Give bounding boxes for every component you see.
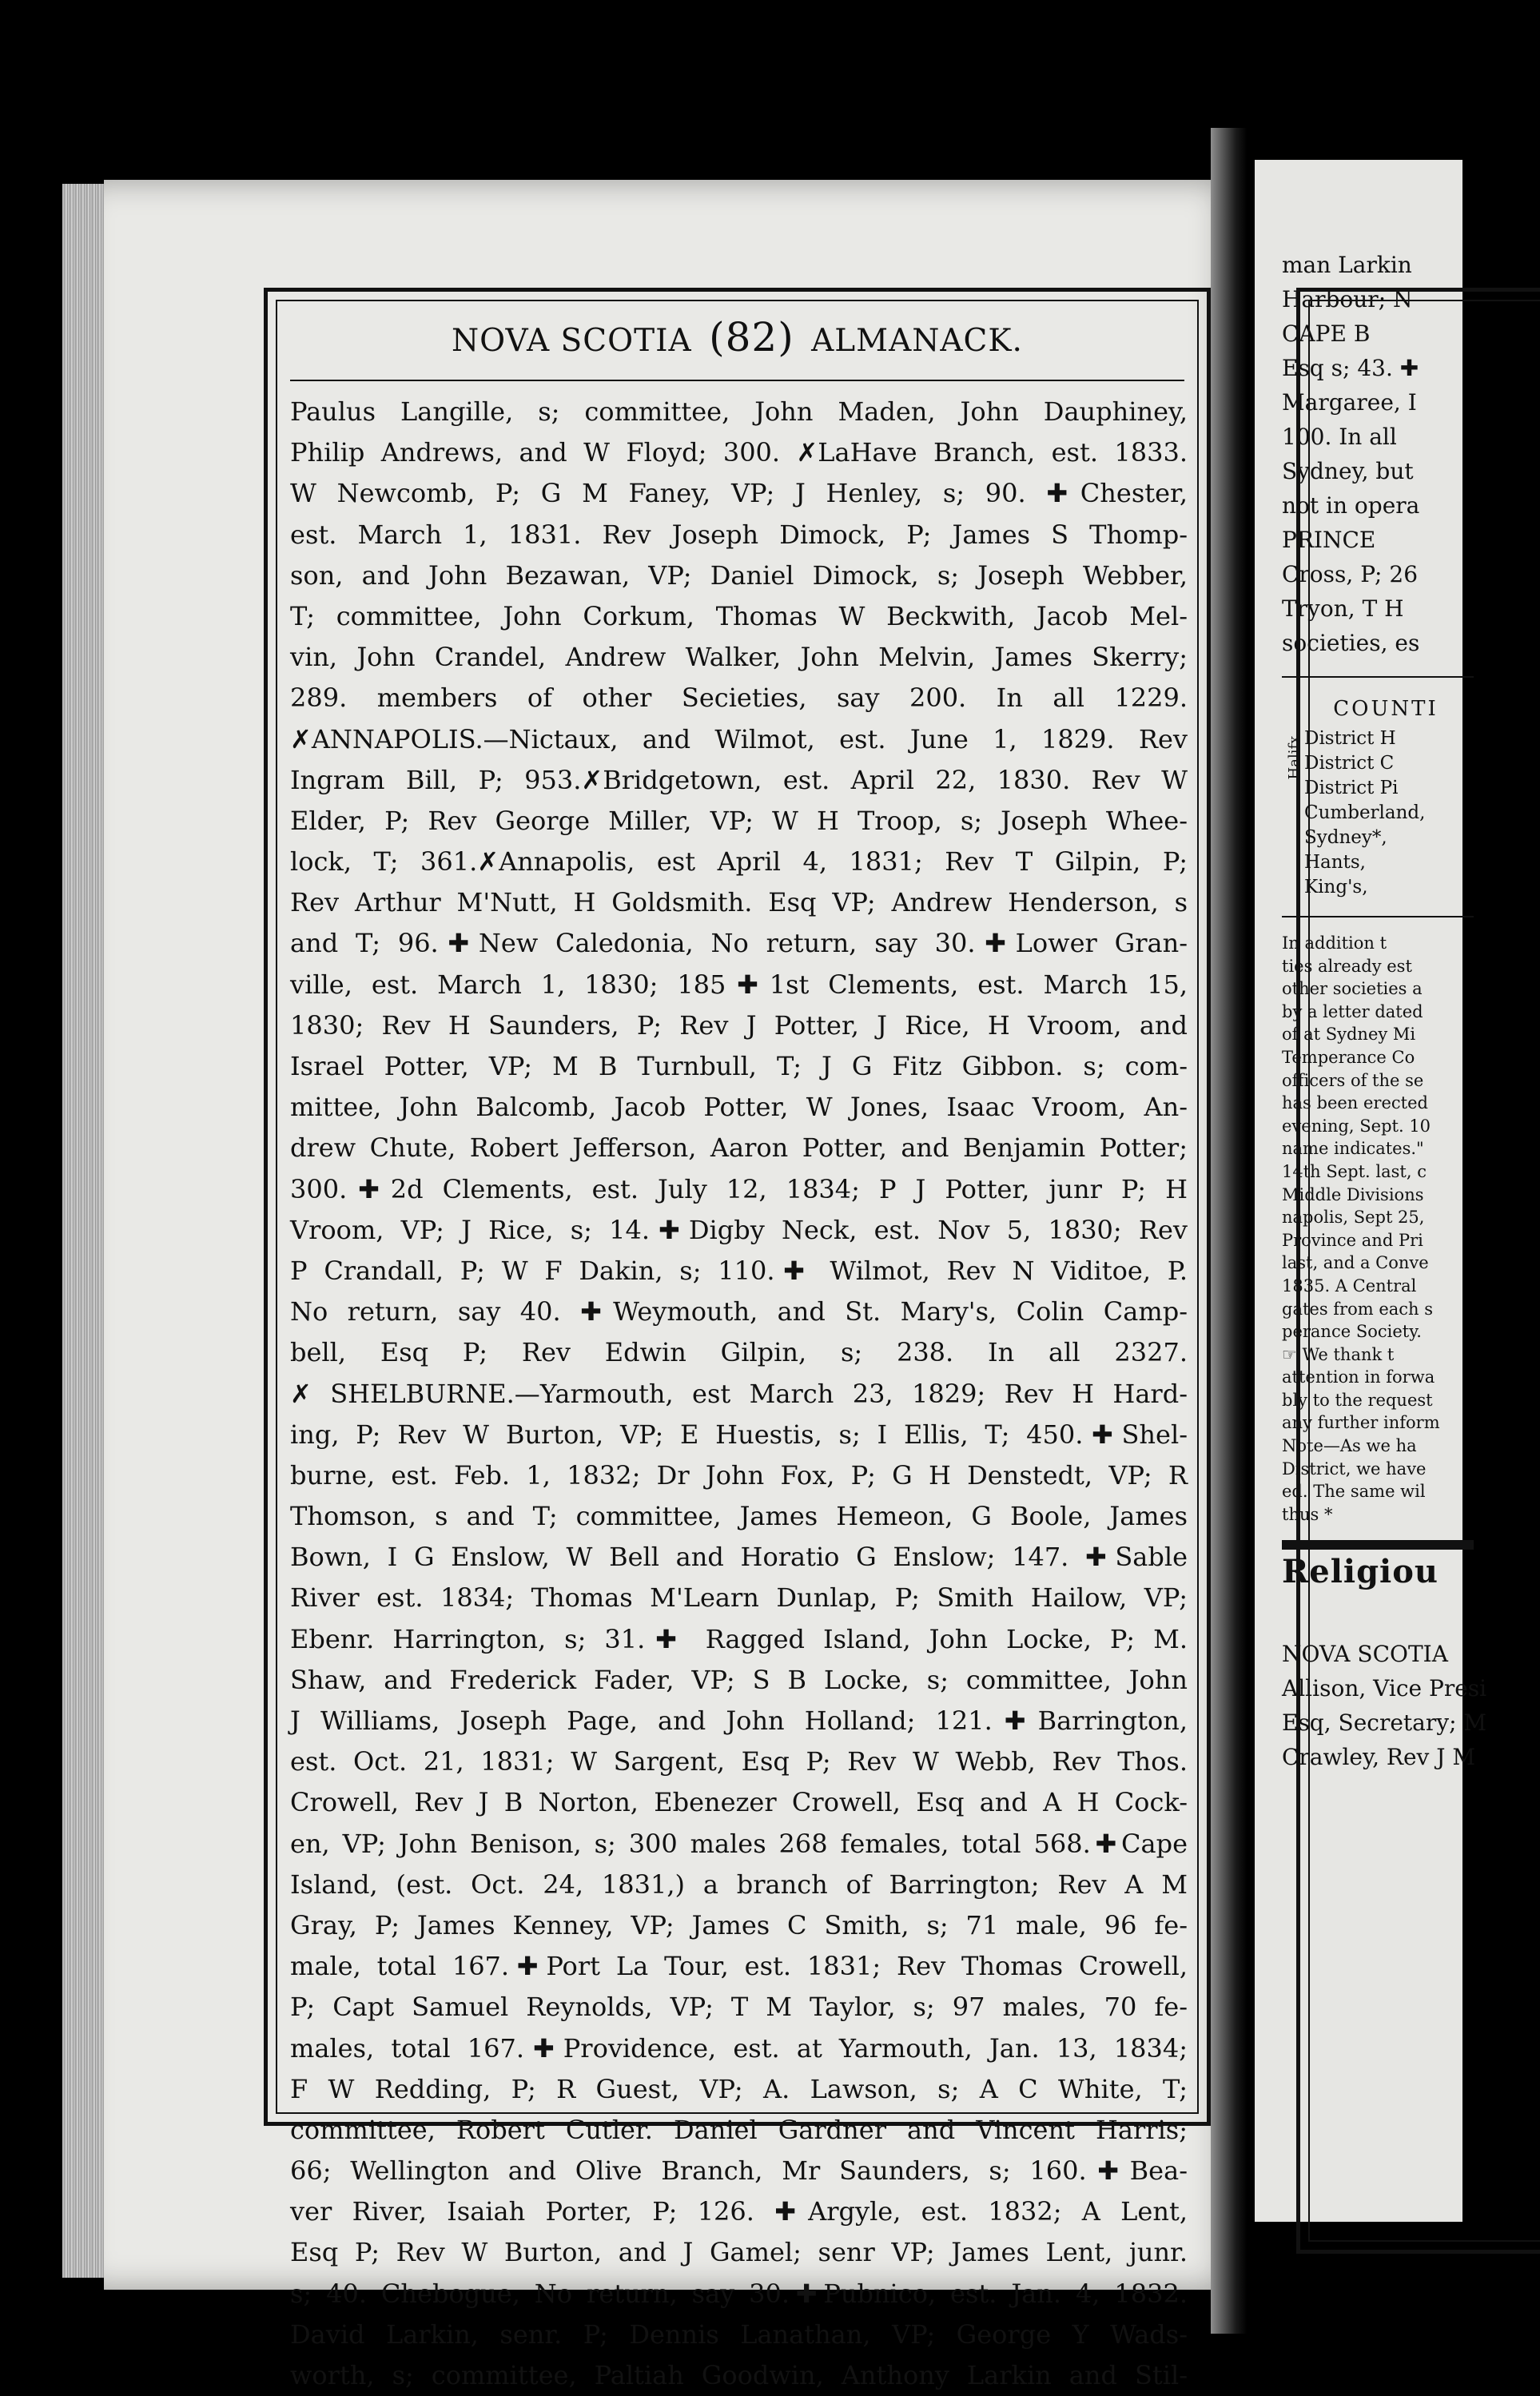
- right-top-line: societies, es: [1282, 630, 1420, 656]
- note-line: name indicates.": [1282, 1139, 1424, 1159]
- right-page-text: [1282, 248, 1490, 1774]
- body-line: F W Redding, P; R Guest, VP; A. Lawson, s; A C White, T;: [290, 2073, 1188, 2104]
- body-line: Paulus Langille, s; committee, John Maden, John Dauphiney,: [290, 396, 1188, 427]
- note-line: ed. The same wil: [1282, 1482, 1426, 1502]
- body-line: drew Chute, Robert Jefferson, Aaron Potter, and Benjamin Potter;: [290, 1132, 1188, 1164]
- right-bottom-line: Allison, Vice Presi: [1282, 1675, 1487, 1702]
- county-line: Sydney*,: [1304, 827, 1387, 848]
- body-line: T; committee, John Corkum, Thomas W Beckwith, Jacob Mel-: [290, 600, 1188, 631]
- body-line: Ingram Bill, P; 953.✗Bridgetown, est. April 22, 1830. Rev W: [290, 764, 1188, 795]
- body-line: and T; 96.✚New Caledonia, No return, say 30.✚Lower Gran-: [290, 928, 1188, 959]
- running-head-right: ALMANACK.: [811, 323, 1023, 359]
- religious-heading: Religiou: [1282, 1553, 1439, 1591]
- halifax-label: Halifx.: [1286, 731, 1303, 780]
- body-line: Ebenr. Harrington, s; 31.✚ Ragged Island, John Locke, P; M.: [290, 1623, 1188, 1654]
- right-top-line: Sydney, but: [1282, 458, 1414, 484]
- body-line: Gray, P; James Kenney, VP; James C Smith, s; 71 male, 96 fe-: [290, 1909, 1188, 1940]
- body-line: No return, say 40. ✚Weymouth, and St. Mary's, Colin Camp-: [290, 1296, 1188, 1327]
- right-notes-lines: [1282, 932, 1490, 1526]
- right-top-line: PRINCE: [1282, 527, 1376, 553]
- page-frame: [264, 288, 1211, 2390]
- body-line: ver River, Isaiah Porter, P; 126. ✚Argyle, est. 1832; A Lent,: [290, 2196, 1188, 2227]
- body-line: W Newcomb, P; G M Faney, VP; J Henley, s; 90. ✚Chester,: [290, 478, 1188, 509]
- book-fore-edge: [62, 184, 110, 2278]
- note-line: officers of the se: [1282, 1070, 1424, 1090]
- note-line: has been erected: [1282, 1093, 1428, 1113]
- body-line: est. Oct. 21, 1831; W Sargent, Esq P; Rev W Webb, Rev Thos.: [290, 1746, 1188, 1777]
- note-line: last, and a Conve: [1282, 1253, 1429, 1273]
- body-line: Elder, P; Rev George Miller, VP; W H Troop, s; Joseph Whee-: [290, 805, 1188, 836]
- note-line: Middle Divisions: [1282, 1184, 1424, 1204]
- body-line: ✗ SHELBURNE.—Yarmouth, est March 23, 1829; Rev H Hard-: [290, 1378, 1188, 1409]
- note-line: any further inform: [1282, 1413, 1440, 1433]
- right-top-line: 100. In all: [1282, 424, 1397, 450]
- county-line: Cumberland,: [1304, 802, 1426, 823]
- right-bottom-line: NOVA SCOTIA: [1282, 1641, 1448, 1668]
- page-number: (82): [709, 314, 794, 360]
- page-header: [292, 314, 1183, 360]
- note-line: napolis, Sept 25,: [1282, 1208, 1425, 1228]
- note-line: 14th Sept. last, c: [1282, 1161, 1427, 1181]
- note-line: bly to the request: [1282, 1390, 1433, 1410]
- body-line: est. March 1, 1831. Rev Joseph Dimock, P; James S Thomp-: [290, 519, 1188, 550]
- note-line: of at Sydney Mi: [1282, 1025, 1416, 1045]
- body-line: 1830; Rev H Saunders, P; Rev J Potter, J Rice, H Vroom, and: [290, 1009, 1188, 1041]
- body-line: son, and John Bezawan, VP; Daniel Dimock, s; Joseph Webber,: [290, 559, 1188, 591]
- county-line: District H: [1304, 728, 1396, 749]
- right-bottom-lines: [1282, 1637, 1490, 1774]
- body-line: P Crandall, P; W F Dakin, s; 110.✚ Wilmot, Rev N Viditoe, P.: [290, 1255, 1188, 1286]
- right-top-line: man Larkin: [1282, 252, 1412, 278]
- body-line: committee, Robert Cutler. Daniel Gardner and Vincent Harris;: [290, 2114, 1188, 2145]
- right-bottom-line: Crawley, Rev J M: [1282, 1744, 1476, 1771]
- body-line: mittee, John Balcomb, Jacob Potter, W Jones, Isaac Vroom, An-: [290, 1092, 1188, 1123]
- body-line: Rev Arthur M'Nutt, H Goldsmith. Esq VP; Andrew Henderson, s: [290, 887, 1188, 918]
- right-top-lines: [1282, 248, 1490, 660]
- right-top-line: CAPE B: [1282, 320, 1371, 347]
- body-line: J Williams, Joseph Page, and John Holland; 121.✚Barrington,: [290, 1705, 1188, 1736]
- right-top-line: Margaree, I: [1282, 389, 1417, 416]
- counties-block: [1282, 726, 1490, 900]
- right-top-line: Cross, P; 26: [1282, 561, 1419, 587]
- body-line: ing, P; Rev W Burton, VP; E Huestis, s; I Ellis, T; 450.✚Shel-: [290, 1419, 1188, 1450]
- body-line: Crowell, Rev J B Norton, Ebenezer Crowell, Esq and A H Cock-: [290, 1787, 1188, 1818]
- note-line: thus *: [1282, 1504, 1333, 1524]
- right-page: [1255, 160, 1487, 2222]
- right-top-line: not in opera: [1282, 492, 1420, 519]
- body-line: en, VP; John Benison, s; 300 males 268 females, total 568.✚Cape: [290, 1828, 1188, 1859]
- body-line: lock, T; 361.✗Annapolis, est April 4, 1831; Rev T Gilpin, P;: [290, 846, 1188, 878]
- right-thick-rule: [1282, 1540, 1474, 1550]
- body-line: ✗ANNAPOLIS.—Nictaux, and Wilmot, est. June 1, 1829. Rev: [290, 723, 1188, 754]
- right-bottom-line: Esq, Secretary; M: [1282, 1709, 1487, 1737]
- county-line: District Pi: [1304, 778, 1399, 798]
- body-line: 289. members of other Secieties, say 200. In all 1229.: [290, 683, 1188, 714]
- note-line: Temperance Co: [1282, 1047, 1415, 1067]
- body-line: River est. 1834; Thomas M'Learn Dunlap, P; Smith Hailow, VP;: [290, 1582, 1188, 1614]
- body-text: [290, 392, 1188, 2396]
- right-rule: [1282, 676, 1474, 678]
- right-top-line: Harbour; N: [1282, 286, 1413, 312]
- body-line: s; 40. Chebogue, No return, say 30.✚Pubnico, est. Jan. 4, 1832.: [290, 2278, 1188, 2309]
- note-line: ☞ We thank t: [1282, 1344, 1395, 1364]
- counties-lines: [1282, 726, 1490, 900]
- body-line: male, total 167.✚Port La Tour, est. 1831; Rev Thomas Crowell,: [290, 1951, 1188, 1982]
- body-line: males, total 167.✚Providence, est. at Yarmouth, Jan. 13, 1834;: [290, 2032, 1188, 2064]
- note-line: In addition t: [1282, 933, 1387, 953]
- note-line: ties already est: [1282, 956, 1412, 976]
- body-line: Shaw, and Frederick Fader, VP; S B Locke, s; committee, John: [290, 1664, 1188, 1695]
- body-line: P; Capt Samuel Reynolds, VP; T M Taylor, s; 97 males, 70 fe-: [290, 1992, 1188, 2023]
- note-line: 1835. A Central: [1282, 1276, 1417, 1296]
- body-line: worth, s; committee, Paltiah Goodwin, Anthony Larkin and Stil-: [290, 2360, 1188, 2390]
- body-line: 300.✚2d Clements, est. July 12, 1834; P J Potter, junr P; H: [290, 1173, 1188, 1204]
- county-line: District C: [1304, 753, 1395, 774]
- body-line: Philip Andrews, and W Floyd; 300. ✗LaHave Branch, est. 1833.: [290, 437, 1188, 468]
- body-line: David Larkin, senr. P; Dennis Lanathan, VP; George Y Wads-: [290, 2318, 1188, 2350]
- body-line: Bown, I G Enslow, W Bell and Horatio G Enslow; 147. ✚Sable: [290, 1542, 1188, 1573]
- header-rule: [290, 380, 1184, 381]
- body-line: 66; Wellington and Olive Branch, Mr Saunders, s; 160.✚Bea-: [290, 2155, 1188, 2187]
- note-line: gates from each s: [1282, 1299, 1434, 1319]
- book-gutter: [1211, 128, 1247, 2334]
- note-line: District, we have: [1282, 1459, 1427, 1479]
- body-line: ville, est. March 1, 1830; 185✚1st Clements, est. March 15,: [290, 969, 1188, 1000]
- note-line: by a letter dated: [1282, 1001, 1423, 1021]
- right-top-line: Tryon, T H: [1282, 595, 1404, 622]
- note-line: perance Society.: [1282, 1322, 1422, 1342]
- counties-heading: COUNTI: [1333, 697, 1439, 721]
- body-line: Thomson, s and T; committee, James Hemeon, G Boole, James: [290, 1501, 1188, 1532]
- body-line: Esq P; Rev W Burton, and J Gamel; senr VP; James Lent, junr.: [290, 2237, 1188, 2268]
- body-line: vin, John Crandel, Andrew Walker, John Melvin, James Skerry;: [290, 642, 1188, 673]
- note-line: Note—As we ha: [1282, 1436, 1417, 1456]
- body-line: Vroom, VP; J Rice, s; 14.✚Digby Neck, est. Nov 5, 1830; Rev: [290, 1214, 1188, 1245]
- running-head-left: NOVA SCOTIA: [452, 323, 692, 359]
- county-line: Hants,: [1304, 852, 1366, 873]
- right-rule-2: [1282, 916, 1474, 917]
- body-line: burne, est. Feb. 1, 1832; Dr John Fox, P; G H Denstedt, VP; R: [290, 1459, 1188, 1491]
- body-line: Island, (est. Oct. 24, 1831,) a branch of Barrington; Rev A M: [290, 1869, 1188, 1900]
- body-line: Israel Potter, VP; M B Turnbull, T; J G Fitz Gibbon. s; com-: [290, 1051, 1188, 1081]
- right-top-line: Esq s; 43. ✚: [1282, 355, 1419, 381]
- county-line: King's,: [1304, 877, 1368, 898]
- note-line: Province and Pri: [1282, 1230, 1423, 1250]
- body-line: bell, Esq P; Rev Edwin Gilpin, s; 238. In all 2327.: [290, 1337, 1188, 1368]
- note-line: other societies a: [1282, 979, 1423, 999]
- note-line: evening, Sept. 10: [1282, 1116, 1431, 1136]
- note-line: attention in forwa: [1282, 1367, 1435, 1387]
